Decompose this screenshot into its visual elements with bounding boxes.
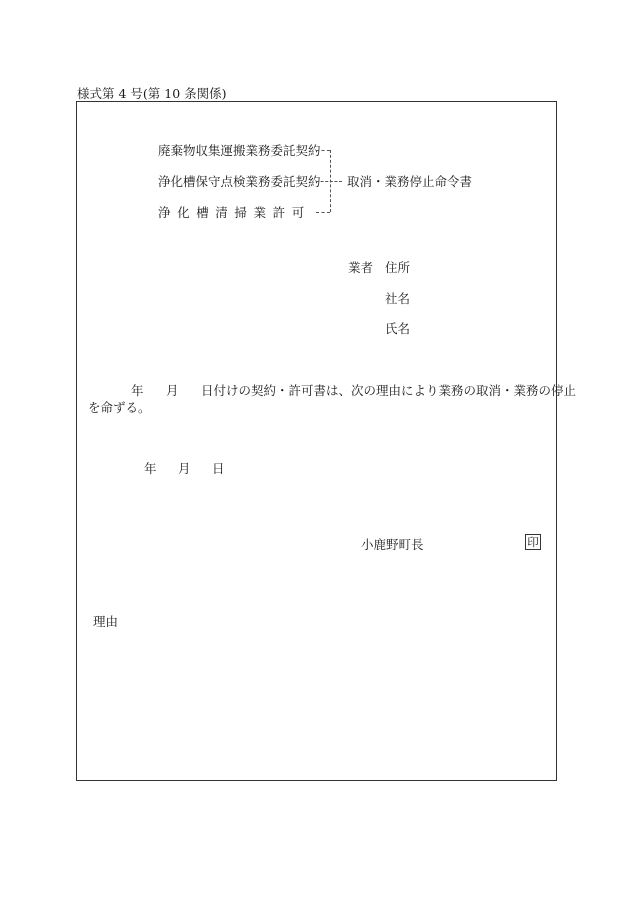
body-text-line1: 日付けの契約・許可書は、次の理由により業務の取消・業務の停止 — [201, 383, 577, 398]
contract-septic-cleaning-permit: 浄化槽清掃業許可 — [158, 205, 311, 220]
date-day-label: 日 — [212, 461, 225, 476]
body-text-line2: を命ずる。 — [88, 400, 151, 415]
contract-septic-inspection: 浄化槽保守点検業務委託契約 — [158, 174, 321, 189]
recipient-label: 業者 — [348, 260, 374, 275]
issuer-name: 小鹿野町長 — [361, 537, 424, 552]
address-label: 住所 — [385, 260, 411, 275]
date-month-label: 月 — [178, 461, 191, 476]
document-frame — [76, 101, 557, 781]
seal-mark: 印 — [525, 534, 541, 550]
date-year-label: 年 — [144, 461, 157, 476]
name-label: 氏名 — [385, 321, 411, 336]
bracket-top-line — [316, 150, 330, 151]
bracket-middle-line — [316, 181, 342, 182]
body-month-label: 月 — [166, 383, 179, 398]
bracket-vertical-line — [330, 150, 331, 212]
form-number: 様式第 4 号(第 10 条関係) — [77, 86, 227, 101]
company-label: 社名 — [385, 291, 411, 306]
bracket-bottom-line — [316, 212, 330, 213]
body-year-label: 年 — [131, 383, 144, 398]
contract-waste-collection: 廃棄物収集運搬業務委託契約 — [158, 143, 321, 158]
reason-label: 理由 — [93, 614, 119, 629]
document-title: 取消・業務停止命令書 — [347, 174, 473, 189]
